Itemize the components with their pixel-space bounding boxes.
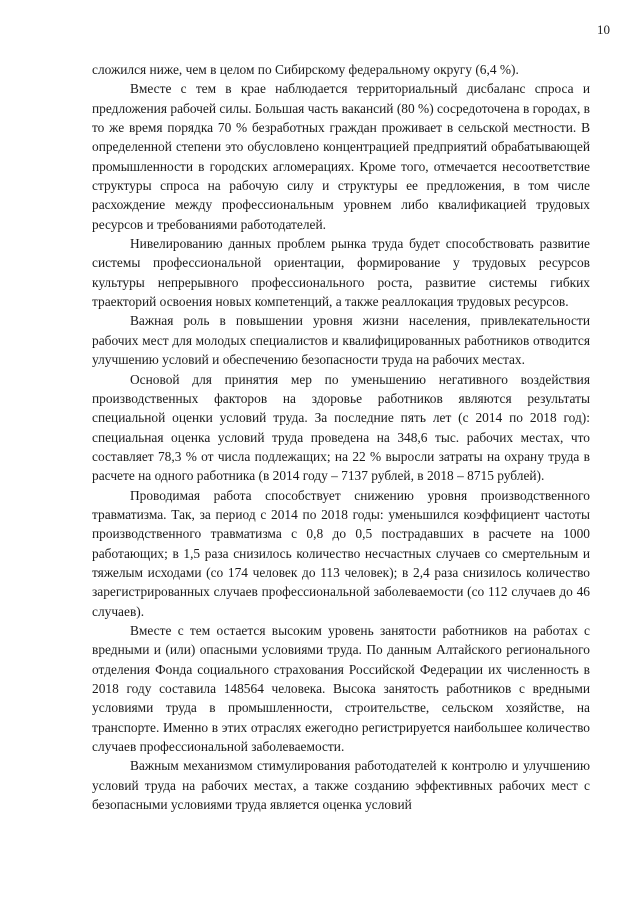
paragraph-6: Проводимая работа способствует снижению уровня производственного травматизма. Так, за период с 2014 по 2018 годы: уменьшился коэффициент частоты производственного травматизма с 0,8 до 0,5 пострадавших в расчете на 1000 работающих; в 1,5 раза снизилось количество несчастных случаев со смертельным и тяжелым исходами (со 174 человек до 113 человек); в 2,4 раза снизилось количество зарегистрированных случаев профессиональной заболеваемости (со 112 случаев до 46 случаев).: [92, 487, 590, 619]
paragraph-2: Вместе с тем в крае наблюдается территориальный дисбаланс спроса и предложения рабочей силы. Большая часть вакансий (80 %) сосредоточена в городах, в то же время порядка 70 % безработных граждан проживает в сельской местности. В определенной степени это обусловлено концентрацией предприятий обрабатывающей промышленности в городских агломерациях. Кроме того, отмечается несоответствие структуры спроса на рабочую силу и структуры ее предложения, в том числе расхождение между профессиональным уровнем либо квалификацией трудовых ресурсов и требованиями работодателей.: [92, 81, 590, 232]
document-body: [92, 60, 590, 814]
paragraph-5: Основой для принятия мер по уменьшению негативного воздействия производственных факторов на здоровье работников являются результаты специальной оценки условий труда. За последние пять лет (с 2014 по 2018 год): специальная оценка условий труда проведена на 348,6 тыс. рабочих местах, что составляет 78,3 % от числа подлежащих; на 22 % выросли затраты на охрану труда в расчете на одного работника (в 2014 году – 7137 рублей, в 2018 – 8715 рублей).: [92, 371, 590, 484]
paragraph-4: Важная роль в повышении уровня жизни населения, привлекательности рабочих мест для молодых специалистов и квалифицированных работников отводится улучшению условий и обеспечению безопасности труда на рабочих местах.: [92, 313, 590, 368]
paragraph-3: Нивелированию данных проблем рынка труда будет способствовать развитие системы профессиональной ориентации, формирование у трудовых ресурсов культуры непрерывного профессионального роста, развитие системы гибких траекторий освоения новых компетенций, а также реаллокация трудовых ресурсов.: [92, 236, 590, 310]
paragraph-1: сложился ниже, чем в целом по Сибирскому федеральному округу (6,4 %).: [92, 62, 519, 77]
paragraph-7: Вместе с тем остается высоким уровень занятости работников на работах с вредными и (или) опасными условиями труда. По данным Алтайского регионального отделения Фонда социального страхования Российской Федерации их численность в 2018 году составила 148564 человека. Высока занятость работников с вредными условиями труда в промышленности, строительстве, сельском хозяйстве, на транспорте. Именно в этих отраслях ежегодно регистрируется наибольшее количество случаев профессиональной заболеваемости.: [92, 622, 590, 755]
page-number: 10: [597, 22, 610, 37]
paragraph-8: Важным механизмом стимулирования работодателей к контролю и улучшению условий труда на рабочих местах, а также созданию эффективных рабочих мест с безопасными условиями труда является оценка условий: [92, 758, 590, 813]
